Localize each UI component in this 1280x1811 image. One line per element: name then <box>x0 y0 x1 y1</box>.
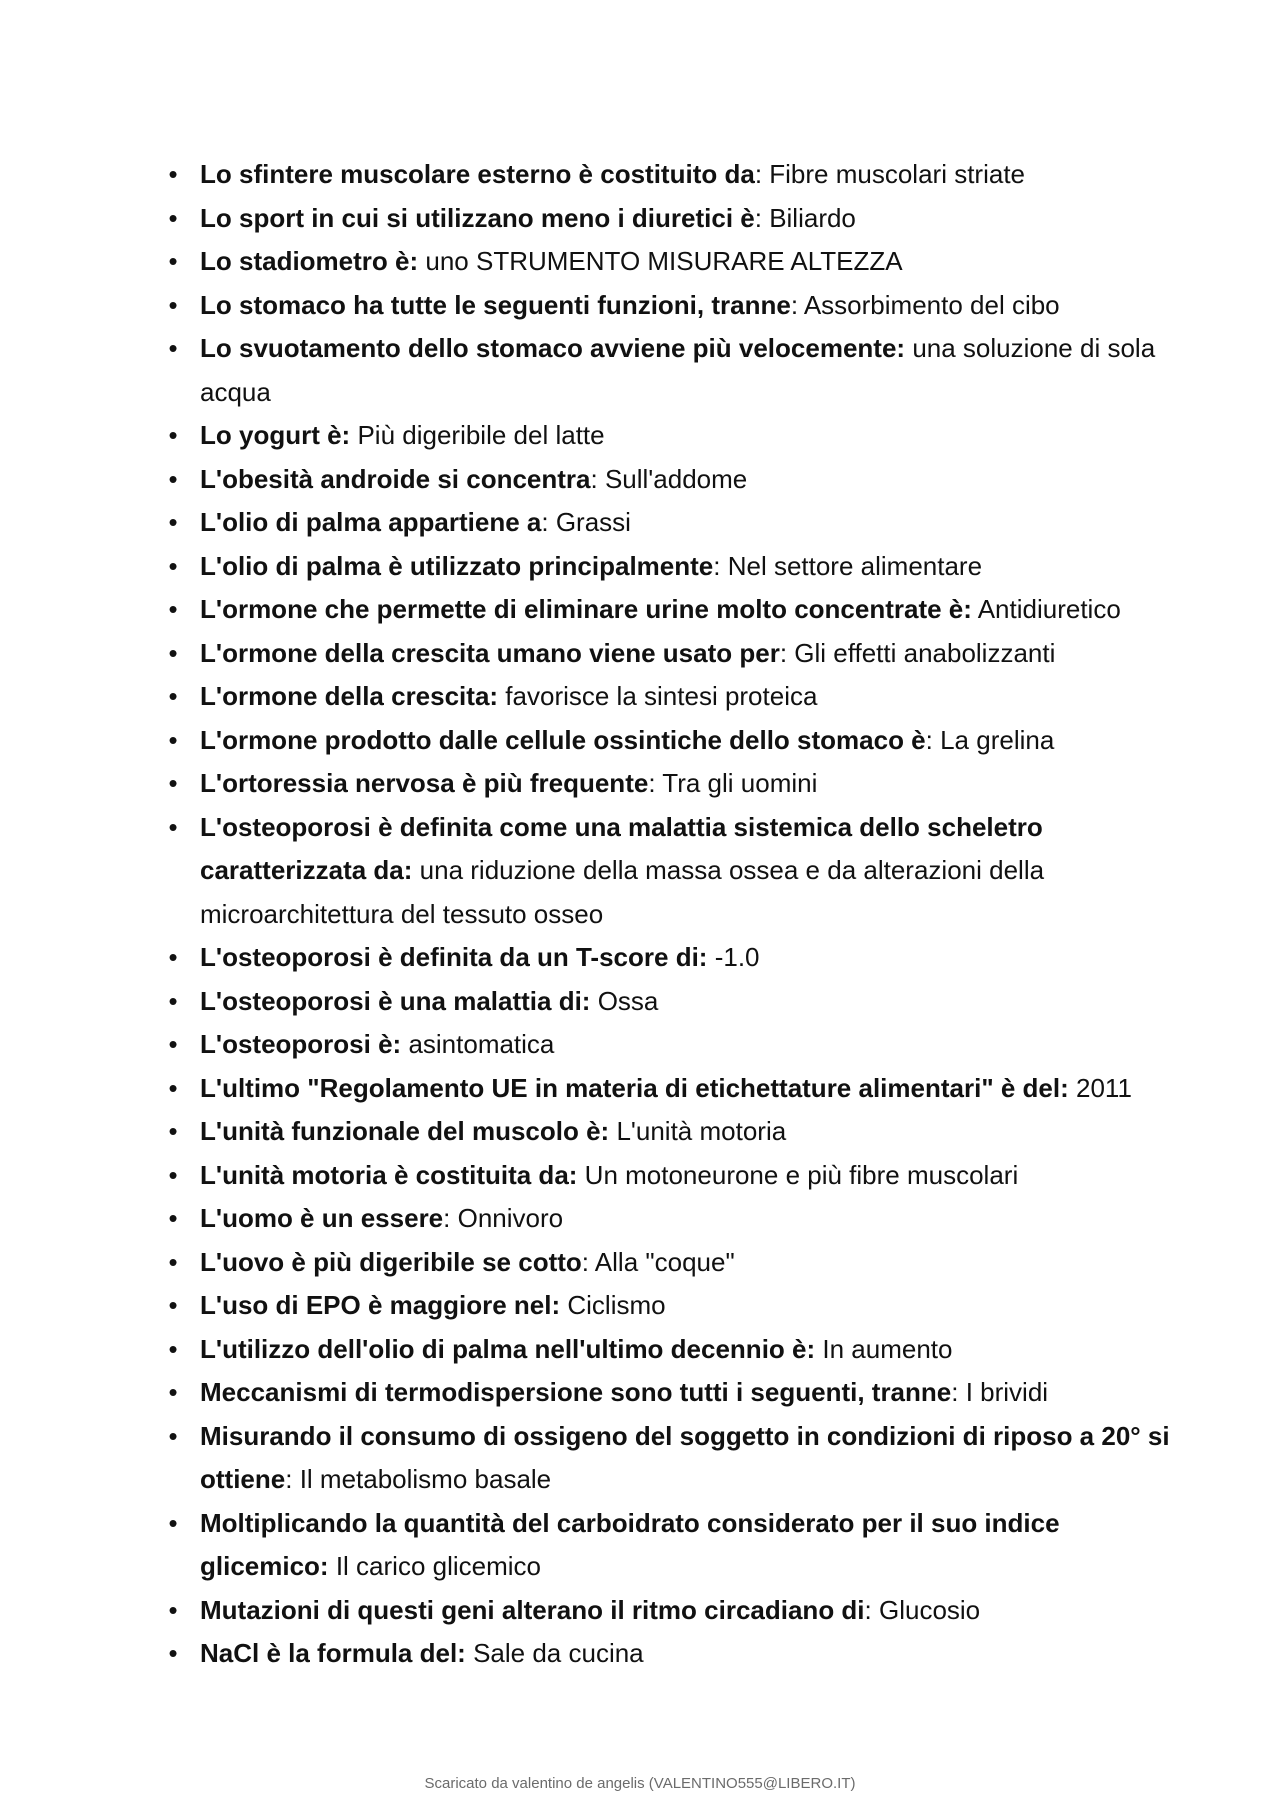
list-item <box>168 327 1180 414</box>
answer-text: Assorbimento del cibo <box>803 289 1060 320</box>
list-item <box>168 936 1180 980</box>
list-item <box>168 1502 1180 1589</box>
answer-text: Più digeribile del latte <box>357 420 605 450</box>
list-item <box>168 980 1180 1024</box>
bullet-icon: • <box>168 1072 178 1103</box>
answer-text: Un motoneurone e più fibre muscolari <box>584 1159 1019 1190</box>
list-item <box>168 1023 1180 1067</box>
question-text: Lo stadiometro è: <box>200 246 419 276</box>
answer-text: Il carico glicemico <box>335 1551 541 1581</box>
answer-text: Alla "coque" <box>594 1246 735 1277</box>
answer-text: -1.0 <box>714 942 760 972</box>
qa-list <box>168 153 1180 1676</box>
separator-text: : <box>925 724 941 755</box>
bullet-icon: • <box>168 333 178 363</box>
list-item <box>168 284 1180 328</box>
answer-text: Biliardo <box>769 202 856 233</box>
separator-text: : <box>648 768 663 798</box>
separator-text <box>329 1551 336 1581</box>
bullet-icon: • <box>168 1116 178 1146</box>
question-text: NaCl è la formula del: <box>200 1638 466 1668</box>
list-item <box>168 1110 1180 1154</box>
list-item <box>168 501 1180 545</box>
question-text: L'ultimo "Regolamento UE in materia di etichettature alimentari" è del: <box>200 1072 1069 1103</box>
list-item <box>168 588 1180 632</box>
list-item <box>168 1241 1180 1285</box>
question-text: Lo sport in cui si utilizzano meno i diuretici è <box>200 202 755 233</box>
separator-text: : <box>779 637 795 668</box>
list-item <box>168 240 1180 284</box>
list-item <box>168 1154 1180 1198</box>
question-text: Lo svuotamento dello stomaco avviene più velocemente: <box>200 333 906 363</box>
answer-text: Ciclismo <box>567 1290 666 1320</box>
list-item <box>168 1067 1180 1111</box>
list-item <box>168 1197 1180 1241</box>
bullet-icon: • <box>168 1290 178 1320</box>
bullet-icon: • <box>168 1377 178 1407</box>
list-item <box>168 806 1180 937</box>
separator-text: : <box>443 1203 458 1233</box>
question-text: L'uomo è un essere <box>200 1203 444 1233</box>
list-item <box>168 197 1180 241</box>
separator-text: : <box>754 202 770 233</box>
bullet-icon: • <box>168 289 178 320</box>
bullet-icon: • <box>168 202 178 233</box>
question-text: L'utilizzo dell'olio di palma nell'ultimo decennio è: <box>200 1333 816 1364</box>
answer-text: In aumento <box>822 1333 953 1364</box>
list-item <box>168 719 1180 763</box>
list-item <box>168 1589 1180 1633</box>
separator-text: : <box>285 1464 300 1494</box>
list-item <box>168 1632 1180 1676</box>
answer-text: Sale da cucina <box>473 1638 644 1668</box>
question-text: L'unità motoria è costituita da: <box>200 1159 578 1190</box>
question-text: L'osteoporosi è: <box>200 1029 402 1059</box>
answer-text: Il metabolismo basale <box>299 1464 552 1494</box>
list-item <box>168 1328 1180 1372</box>
list-item <box>168 458 1180 502</box>
separator-text: : <box>864 1594 879 1625</box>
answer-text: Nel settore alimentare <box>727 550 983 581</box>
question-text: L'ormone prodotto dalle cellule ossintiche dello stomaco è <box>200 724 926 755</box>
bullet-icon: • <box>168 1203 178 1233</box>
answer-text: uno STRUMENTO MISURARE ALTEZZA <box>425 246 903 276</box>
separator-text: : <box>590 463 605 494</box>
separator-text <box>1069 1073 1076 1103</box>
bullet-icon: • <box>168 1507 178 1538</box>
list-item <box>168 545 1180 589</box>
bullet-icon: • <box>168 681 178 711</box>
separator-text <box>466 1638 473 1668</box>
list-item <box>168 153 1180 197</box>
separator-text <box>577 1160 584 1190</box>
separator-text <box>590 986 597 1016</box>
separator-text <box>707 942 714 972</box>
bullet-icon: • <box>168 1029 178 1059</box>
question-text: L'olio di palma appartiene a <box>200 507 542 537</box>
question-text: Mutazioni di questi geni alterano il ritmo circadiano di <box>200 1594 865 1625</box>
answer-text: La grelina <box>940 724 1055 755</box>
answer-text: Onnivoro <box>457 1203 564 1233</box>
question-text: L'unità funzionale del muscolo è: <box>200 1116 610 1146</box>
separator-text: : <box>951 1377 966 1407</box>
answer-text: Glucosio <box>878 1594 981 1625</box>
bullet-icon: • <box>168 246 178 276</box>
answer-text: Sull'addome <box>604 463 748 494</box>
question-text: Meccanismi di termodispersione sono tutti i seguenti, tranne <box>200 1377 952 1407</box>
question-text: L'ormone della crescita umano viene usato per <box>200 637 780 668</box>
answer-text: Gli effetti anabolizzanti <box>794 637 1056 668</box>
question-text: Moltiplicando la quantità del carboidrato considerato per il suo indice glicemico: <box>200 1507 1060 1581</box>
bullet-icon: • <box>168 463 178 494</box>
bullet-icon: • <box>168 1159 178 1190</box>
list-item <box>168 675 1180 719</box>
bullet-icon: • <box>168 1246 178 1277</box>
bullet-icon: • <box>168 1638 178 1668</box>
separator-text <box>412 855 419 885</box>
list-item <box>168 632 1180 676</box>
question-text: L'ormone che permette di eliminare urine molto concentrate è: <box>200 594 972 624</box>
question-text: L'osteoporosi è definita come una malattia sistemica dello scheletro caratterizzata da: <box>200 811 1043 885</box>
separator-text: : <box>790 289 804 320</box>
bullet-icon: • <box>168 1420 178 1451</box>
list-item <box>168 1371 1180 1415</box>
answer-text: L'unità motoria <box>616 1116 787 1146</box>
question-text: L'ortoressia nervosa è più frequente <box>200 768 649 798</box>
bullet-icon: • <box>168 159 178 189</box>
answer-text: asintomatica <box>408 1029 555 1059</box>
answer-text: Ossa <box>597 985 659 1016</box>
separator-text: : <box>713 550 728 581</box>
bullet-icon: • <box>168 594 178 624</box>
question-text: L'olio di palma è utilizzato principalmente <box>200 550 714 581</box>
answer-text: Tra gli uomini <box>662 768 818 798</box>
answer-text: Grassi <box>555 507 631 537</box>
question-text: L'osteoporosi è definita da un T-score di: <box>200 942 708 972</box>
answer-text: favorisce la sintesi proteica <box>505 681 818 711</box>
answer-text: Fibre muscolari striate <box>769 159 1025 189</box>
answer-text: una riduzione della massa ossea e da alterazioni della microarchitettura del tessuto osseo <box>200 855 1045 929</box>
bullet-icon: • <box>168 420 178 450</box>
answer-text: I brividi <box>965 1377 1049 1407</box>
bullet-icon: • <box>168 550 178 581</box>
bullet-icon: • <box>168 1594 178 1625</box>
bullet-icon: • <box>168 942 178 972</box>
question-text: Misurando il consumo di ossigeno del soggetto in condizioni di riposo a 20° si ottiene <box>200 1420 1170 1494</box>
bullet-icon: • <box>168 1333 178 1364</box>
separator-text: : <box>754 159 770 189</box>
list-item <box>168 762 1180 806</box>
question-text: Lo sfintere muscolare esterno è costituito da <box>200 159 755 189</box>
question-text: L'ormone della crescita: <box>200 681 499 711</box>
download-footer: Scaricato da valentino de angelis (VALENTINO555@LIBERO.IT) <box>424 1775 856 1792</box>
list-item <box>168 414 1180 458</box>
bullet-icon: • <box>168 985 178 1016</box>
list-item <box>168 1284 1180 1328</box>
question-text: L'obesità androide si concentra <box>200 463 591 494</box>
question-text: L'osteoporosi è una malattia di: <box>200 985 591 1016</box>
question-text: Lo yogurt è: <box>200 420 351 450</box>
bullet-icon: • <box>168 507 178 537</box>
question-text: L'uovo è più digeribile se cotto <box>200 1246 582 1277</box>
answer-text: 2011 <box>1076 1072 1132 1103</box>
bullet-icon: • <box>168 768 178 798</box>
bullet-icon: • <box>168 724 178 755</box>
list-item <box>168 1415 1180 1502</box>
bullet-icon: • <box>168 811 178 842</box>
separator-text: : <box>541 507 556 537</box>
bullet-icon: • <box>168 637 178 668</box>
answer-text: Antidiuretico <box>977 594 1121 624</box>
question-text: Lo stomaco ha tutte le seguenti funzioni, tranne <box>200 289 791 320</box>
answer-text: una soluzione di sola acqua <box>200 333 1156 407</box>
question-text: L'uso di EPO è maggiore nel: <box>200 1290 561 1320</box>
separator-text: : <box>581 1246 595 1277</box>
